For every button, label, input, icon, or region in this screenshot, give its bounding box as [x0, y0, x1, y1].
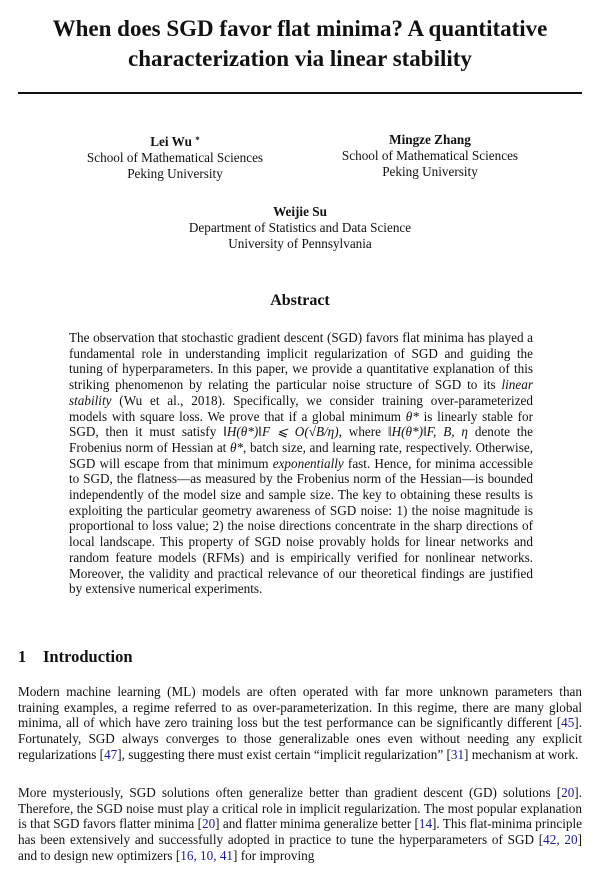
abstract-body: The observation that stochastic gradient descent (SGD) favors flat minima has played a fundamental role in understanding implicit regularization of SGD and guiding the tuning of hyperparameters. In this paper, we provide a quantitative explanation of this striking phenomenon by relating the particular noise structure of SGD to its linear stability (Wu et al., 2018). Specifically, we consider training over-parameterized models with square loss. We prove that if a global minimum θ* is linearly stable for SGD, then it must satisfy ‖H(θ*)‖F ⩽ O(√B/η), where ‖H(θ*)‖F, B, η denote the Frobenius norm of Hessian at θ*, batch size, and learning rate, respectively. Otherwise, SGD will escape from that minimum exponentially fast. Hence, for minima accessible to SGD, the flatness—as measured by the Frobenius norm of the Hessian—is bounded independently of the model size and sample size. The key to obtaining these results is exploiting the particular geometry awareness of SGD noise: 1) the noise magnitude is proportional to loss value; 2) the noise directions concentrate in the sharp directions of local landscape. This property of SGD noise provably holds for linear networks and random feature models (RFMs) and is empirically verified for nonlinear networks. Moreover, the validity and practical relevance of our theoretical findings are justified by extensive numerical experiments.: [69, 330, 534, 597]
author-name: Weijie Su: [273, 204, 327, 219]
citation-link[interactable]: 47: [104, 746, 118, 762]
author-affiliation: Department of Statistics and Data Science: [188, 220, 412, 235]
citation-link[interactable]: 31: [450, 746, 465, 762]
math: θ*: [405, 408, 419, 424]
citation-link[interactable]: 20: [201, 816, 216, 832]
intro-paragraph-2: More mysteriously, SGD solutions often generalize better than gradient descent (GD) solutions [20]. Therefore, the SGD noise must play a critical role in implicit regularization. The most popular explanation is that SGD favors flatter minima [20] and flatter minima generalize better [14]. This flat-minima principle has been extensively and successfully adopted in practice to tune the hyperparameters of SGD [42, 20] and to design new optimizers [16, 10, 41] for improving: [18, 785, 582, 863]
math: θ*: [229, 439, 244, 455]
author-institution: University of Pennsylvania: [228, 236, 372, 251]
author-affiliation: School of Mathematical Sciences: [341, 148, 519, 163]
title-rule: [18, 92, 582, 94]
intro-paragraph-1: Modern machine learning (ML) models are often operated with far more unknown parameters than training examples, a regime referred to as over-parameterization. In this regime, there are many global minima, all of which have zero training loss but the test performance can be significantly different [45]. Fortunately, SGD always converges to those generalizable ones even without needing any explicit regularizations [47], suggesting there must exist certain “implicit regularization” [31] mechanism at work.: [18, 684, 582, 762]
title-line-1: When does SGD favor flat minima? A quantitative: [52, 16, 548, 41]
author-name: Mingze Zhang: [389, 132, 471, 147]
section-title: Introduction: [43, 647, 133, 666]
emphasis: exponentially: [272, 455, 344, 471]
section-heading-introduction: [18, 647, 133, 667]
citation-link[interactable]: 14: [418, 816, 433, 832]
abstract-heading: Abstract: [270, 292, 330, 309]
citation-link[interactable]: 20: [561, 785, 575, 800]
author-institution: Peking University: [127, 166, 223, 181]
paper-title: [0, 14, 600, 74]
math: ‖H(θ*)‖F, B, η: [387, 424, 468, 440]
author-affiliation: School of Mathematical Sciences: [86, 150, 264, 165]
title-line-2: characterization via linear stability: [128, 46, 472, 71]
section-number: 1: [18, 647, 27, 666]
emphasis: linear stability: [69, 377, 533, 408]
author-footnote-mark: *: [195, 135, 200, 145]
citation-link[interactable]: 45: [561, 715, 575, 731]
author-institution: Peking University: [382, 164, 478, 179]
citation-link[interactable]: 16, 10, 41: [180, 847, 233, 863]
citation-link[interactable]: 42, 20: [543, 832, 578, 848]
author-block-2: [310, 132, 550, 180]
math: ‖H(θ*)‖F ⩽ O(√B/η): [223, 424, 339, 440]
author-block-3: [150, 204, 450, 252]
author-name: Lei Wu *: [150, 134, 200, 149]
author-block-1: [60, 132, 290, 182]
